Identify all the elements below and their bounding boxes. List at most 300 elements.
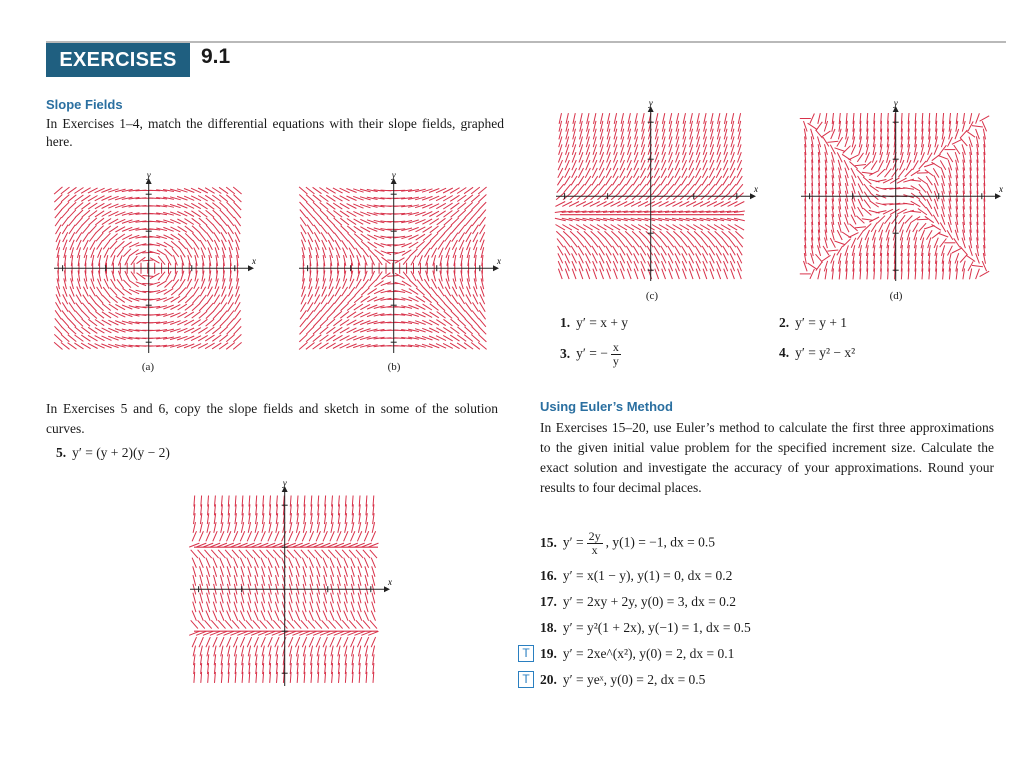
slope-segment — [61, 202, 69, 210]
slope-segment — [320, 311, 327, 319]
slope-segment — [451, 303, 458, 311]
slope-segment — [849, 233, 859, 238]
equation-4 — [779, 345, 855, 361]
slope-segment — [233, 342, 241, 349]
equation-20 — [540, 672, 705, 688]
slope-segment — [341, 226, 349, 234]
slope-segment — [639, 231, 647, 239]
slope-segment — [982, 121, 986, 131]
slope-segment — [402, 250, 411, 256]
slope-segment — [233, 195, 241, 203]
equation-3 — [560, 341, 624, 368]
slope-segment — [122, 235, 132, 240]
slope-segment — [437, 295, 444, 303]
slope-segment — [722, 231, 730, 239]
slope-segment — [851, 238, 856, 248]
slope-segment — [646, 231, 654, 239]
slope-segment — [855, 165, 866, 166]
slope-segment — [314, 217, 321, 226]
slope-segment — [387, 260, 398, 261]
slope-segment — [571, 184, 578, 193]
slope-segment — [830, 238, 835, 248]
fraction-numerator: 2y — [588, 529, 601, 543]
slope-segment — [626, 184, 633, 193]
slope-segment — [96, 303, 104, 311]
slope-segment — [234, 210, 241, 218]
slope-segment — [306, 335, 314, 342]
equation-number: 4. — [779, 345, 790, 360]
slope-segment — [619, 184, 626, 193]
slope-segment — [843, 239, 851, 247]
slope-segment — [300, 202, 308, 210]
slope-segment — [458, 319, 466, 326]
slope-segment — [966, 255, 975, 261]
slope-segment — [157, 281, 166, 287]
slope-segment — [117, 279, 124, 288]
slope-segment — [855, 227, 866, 228]
slope-segment — [952, 139, 962, 144]
slope-segment — [206, 303, 213, 311]
slope-segment — [729, 231, 737, 239]
slope-segment — [320, 218, 327, 226]
slope-segment — [577, 231, 585, 239]
technology-badge: T — [518, 671, 534, 688]
slope-field-a — [50, 172, 260, 357]
slope-segment — [335, 550, 342, 558]
slope-segment — [301, 550, 308, 558]
slope-segment — [234, 202, 242, 210]
equation-number: 16. — [540, 568, 557, 583]
slope-segment — [287, 620, 294, 628]
slope-segment — [68, 327, 76, 334]
slope-segment — [342, 620, 349, 628]
slope-segment — [130, 281, 139, 287]
slope-segment — [472, 210, 479, 218]
slope-segment — [618, 231, 626, 239]
slope-segment — [472, 202, 480, 210]
slope-segment — [367, 235, 377, 240]
equation-lhs: y′ = — [562, 534, 584, 550]
slope-segment — [75, 218, 82, 226]
slope-segment — [61, 335, 69, 342]
slope-segment — [215, 247, 218, 258]
x-axis-label: x — [388, 577, 392, 588]
slope-segment — [960, 138, 967, 146]
slope-segment — [225, 550, 232, 558]
slope-segment — [187, 279, 192, 289]
slope-segment — [927, 230, 933, 240]
slope-segment — [220, 217, 227, 225]
slope-segment — [465, 217, 472, 225]
slope-segment — [362, 248, 369, 257]
x-axis-label: x — [754, 184, 758, 195]
slope-segment — [968, 121, 973, 131]
slope-segment — [122, 297, 132, 302]
equation-number: 18. — [540, 620, 557, 635]
slope-segment — [313, 210, 321, 218]
slope-segment — [821, 131, 830, 137]
slope-segment — [330, 637, 334, 647]
equation-lhs: y′ = − — [576, 345, 608, 361]
slope-segment — [808, 123, 817, 129]
slope-segment — [234, 326, 242, 334]
slope-segment — [239, 620, 246, 628]
slope-segment — [299, 334, 307, 342]
slope-segment — [225, 620, 232, 628]
slope-segment — [185, 233, 193, 241]
slope-segment — [314, 311, 321, 320]
slope-segment — [233, 334, 241, 342]
slope-segment — [446, 279, 450, 289]
x-axis-label: x — [999, 184, 1003, 195]
slope-segment — [227, 217, 234, 226]
equation-text: y′ = 2xy + 2y, y(0) = 3, dx = 0.2 — [562, 594, 737, 609]
slope-segment — [375, 281, 384, 287]
slope-segment — [952, 248, 962, 253]
slope-segment — [62, 210, 69, 218]
slope-segment — [605, 231, 613, 239]
slope-segment — [62, 310, 69, 319]
slope-segment — [220, 531, 224, 541]
slope-segment — [220, 210, 228, 218]
slope-segment — [205, 550, 212, 558]
slope-segment — [673, 231, 681, 239]
slope-segment — [816, 262, 822, 271]
slope-segment — [370, 620, 377, 628]
slope-segment — [472, 311, 479, 320]
slope-segment — [701, 231, 709, 239]
slope-segment — [220, 319, 228, 327]
slope-segment — [320, 210, 328, 218]
slope-segment — [387, 284, 398, 285]
slope-segment — [465, 210, 473, 218]
slope-segment — [862, 172, 873, 173]
slope-segment — [227, 210, 234, 218]
slope-segment — [341, 233, 348, 241]
slope-segment — [213, 303, 220, 312]
slope-segment — [667, 231, 675, 239]
slope-segment — [881, 113, 882, 124]
slope-segment — [715, 231, 723, 239]
slope-segment — [68, 210, 76, 218]
fraction-denominator: x — [591, 543, 598, 557]
slope-segment — [367, 297, 377, 302]
slope-segment — [968, 261, 973, 271]
y-axis-label: y — [648, 100, 653, 108]
slope-segment — [343, 279, 347, 289]
slope-segment — [296, 611, 300, 621]
equation-1 — [560, 315, 628, 331]
slope-segment — [374, 243, 384, 248]
equation-text: y′ = x(1 − y), y(1) = 0, dx = 0.2 — [562, 568, 733, 583]
slope-segment — [213, 218, 221, 226]
slope-segment — [307, 210, 314, 218]
slope-segment — [61, 195, 69, 202]
slope-segment — [142, 252, 153, 253]
slope-segment — [355, 241, 362, 249]
slope-segment — [680, 231, 688, 239]
slope-segment — [313, 327, 321, 334]
slope-segment — [919, 161, 926, 169]
slope-segment — [179, 248, 185, 257]
caption-c: (c) — [645, 290, 659, 302]
section-number: 9.1 — [201, 45, 231, 68]
slope-segment — [91, 248, 95, 258]
slope-segment — [356, 279, 362, 289]
slope-segment — [825, 113, 827, 124]
slope-segment — [89, 225, 97, 233]
slope-segment — [215, 279, 218, 290]
slope-segment — [62, 217, 69, 226]
slope-segment — [458, 311, 466, 319]
slope-segment — [877, 216, 885, 224]
slope-segment — [578, 184, 585, 193]
slope-segment — [273, 620, 280, 628]
slope-segment — [837, 246, 843, 255]
equation-number: 19. — [540, 646, 557, 661]
slope-segment — [387, 252, 398, 253]
slope-segment — [625, 231, 633, 239]
fraction-denominator: y — [612, 354, 619, 368]
slope-segment — [313, 319, 321, 327]
slope-segment — [919, 223, 926, 231]
slope-segment — [213, 210, 221, 217]
slope-segment — [924, 226, 934, 230]
caption-b: (b) — [387, 361, 401, 373]
slope-segment — [932, 162, 941, 168]
slope-segment — [82, 311, 90, 319]
slope-segment — [870, 201, 879, 207]
equation-number: 17. — [540, 594, 557, 609]
slope-segment — [206, 225, 213, 233]
slope-segment — [82, 225, 89, 234]
slope-segment — [130, 250, 139, 256]
slope-segment — [963, 113, 965, 124]
slope-segment — [934, 238, 938, 248]
slope-segment — [598, 231, 606, 239]
slope-segment — [342, 550, 349, 558]
slope-segment — [948, 137, 953, 147]
slope-segment — [253, 620, 260, 628]
equation-2 — [779, 315, 847, 331]
slope-segment — [213, 311, 221, 319]
slope-segment — [563, 231, 571, 239]
slope-segment — [863, 177, 871, 184]
slope-segment — [349, 248, 354, 258]
slope-segment — [334, 225, 342, 233]
slope-segment — [439, 279, 444, 289]
slope-segment — [69, 311, 76, 320]
y-axis-label: y — [893, 100, 898, 108]
slope-segment — [348, 295, 356, 303]
slope-segment — [835, 148, 845, 152]
slope-field-b — [295, 172, 505, 357]
equation-18 — [540, 620, 751, 636]
equation-15 — [540, 530, 715, 557]
fraction — [587, 530, 603, 557]
slope-segment — [387, 276, 398, 277]
slope-segment — [268, 637, 272, 647]
slope-segment — [246, 620, 253, 628]
slope-segment — [234, 318, 241, 326]
slope-segment — [364, 558, 368, 568]
slope-segment — [927, 153, 933, 163]
slope-segment — [260, 620, 267, 628]
slope-segment — [320, 319, 328, 327]
y-axis-label: y — [282, 480, 287, 488]
slope-segment — [862, 219, 873, 220]
slope-segment — [327, 225, 334, 234]
slope-segment — [322, 620, 329, 628]
equation-number: 2. — [779, 315, 790, 330]
slope-segment — [687, 231, 695, 239]
slope-segment — [179, 279, 185, 288]
slope-segment — [280, 620, 287, 628]
slope-segment — [208, 248, 212, 258]
slope-segment — [164, 289, 173, 295]
slope-segment — [75, 319, 83, 327]
slope-segment — [191, 550, 198, 558]
slope-segment — [199, 225, 207, 233]
slope-segment — [98, 248, 102, 258]
slope-segment — [972, 265, 983, 266]
exercises-header: EXERCISES — [46, 43, 190, 77]
slope-segment — [694, 231, 702, 239]
slope-segment — [375, 250, 384, 256]
x-axis-label: x — [252, 256, 256, 267]
slope-segment — [199, 303, 207, 311]
slope-segment — [192, 295, 199, 303]
equation-text: y′ = 2xe^(x²), y(0) = 2, dx = 0.1 — [562, 646, 735, 661]
slope-segment — [646, 184, 653, 193]
slope-segment — [356, 550, 363, 558]
slope-segment — [948, 246, 953, 256]
slope-segment — [374, 289, 384, 294]
slope-segment — [863, 208, 871, 215]
slope-segment — [192, 233, 199, 241]
y-axis-label: y — [391, 172, 396, 180]
slope-segment — [89, 303, 97, 311]
slope-segment — [479, 318, 486, 326]
slope-segment — [104, 279, 109, 289]
slope-segment — [282, 531, 286, 541]
slope-segment — [306, 195, 314, 202]
slope-segment — [267, 620, 274, 628]
slope-segment — [98, 279, 102, 289]
slope-segment — [300, 318, 307, 327]
slope-segment — [179, 288, 187, 296]
euler-title: Using Euler’s Method — [540, 399, 673, 414]
slope-segment — [315, 620, 322, 628]
slope-segment — [213, 637, 217, 647]
slope-segment — [232, 620, 239, 628]
y-axis-label: y — [146, 172, 151, 180]
slope-segment — [808, 263, 817, 269]
slope-segment — [362, 279, 369, 288]
slope-segment — [465, 202, 473, 209]
slope-segment — [735, 231, 743, 239]
slope-segment — [465, 319, 473, 327]
slope-segment — [458, 218, 466, 226]
slope-segment — [334, 303, 342, 311]
slope-segment — [824, 261, 827, 272]
slope-segment — [818, 113, 821, 124]
equation-text: y′ = y² − x² — [795, 345, 856, 360]
slope-segment — [179, 241, 187, 249]
slope-segment — [818, 269, 821, 280]
slope-segment — [232, 550, 239, 558]
slope-segment — [227, 311, 234, 320]
slope-segment — [570, 231, 578, 239]
slope-segment — [877, 169, 885, 177]
slope-segment — [911, 201, 921, 207]
slope-segment — [830, 145, 835, 155]
slope-segment — [976, 113, 980, 123]
slope-field-d — [797, 100, 1007, 285]
slope-segment — [315, 550, 322, 558]
slope-segment — [465, 327, 473, 334]
slope-segment — [478, 334, 486, 342]
slope-segment — [982, 261, 986, 271]
slope-segment — [478, 195, 486, 203]
slope-segment — [54, 195, 62, 203]
slope-segment — [478, 342, 486, 349]
slope-segment — [260, 550, 267, 558]
equation-number: 5. — [56, 445, 67, 460]
slope-segment — [337, 531, 341, 541]
fraction — [611, 341, 621, 368]
slope-segment — [424, 248, 430, 257]
slope-segment — [736, 184, 743, 193]
slope-segment — [103, 233, 111, 241]
slope-segment — [824, 121, 827, 132]
slope-segment — [164, 242, 173, 248]
slope-segment — [444, 303, 452, 311]
slope-segment — [910, 211, 921, 212]
slope-segment — [82, 303, 89, 312]
slope-segment — [816, 122, 822, 131]
slope-segment — [451, 311, 459, 319]
slope-segment — [584, 184, 591, 193]
slope-segment — [851, 145, 856, 155]
slope-segment — [472, 319, 479, 327]
equation-text: y′ = y²(1 + 2x), y(−1) = 1, dx = 0.5 — [562, 620, 751, 635]
slope-segment — [938, 233, 948, 237]
slope-segment — [198, 550, 205, 558]
slope-segment — [870, 185, 879, 191]
slope-segment — [220, 311, 227, 319]
slope-segment — [308, 620, 315, 628]
slope-segment — [336, 248, 340, 258]
slope-segment — [472, 327, 480, 335]
slope-segment — [831, 253, 835, 263]
slope-segment — [218, 550, 225, 558]
slope-segment — [327, 303, 334, 312]
slope-segment — [300, 210, 307, 219]
slope-segment — [227, 319, 234, 327]
slope-segment — [358, 611, 362, 621]
slope-segment — [300, 326, 308, 334]
slope-segment — [213, 225, 220, 234]
slope-segment — [227, 327, 235, 335]
slope-segment — [888, 113, 889, 124]
slope-segment — [220, 202, 228, 209]
slope-segment — [68, 319, 76, 327]
slope-segment — [660, 231, 668, 239]
slope-segment — [424, 288, 432, 296]
slope-segment — [444, 225, 452, 233]
slope-segment — [972, 126, 983, 127]
